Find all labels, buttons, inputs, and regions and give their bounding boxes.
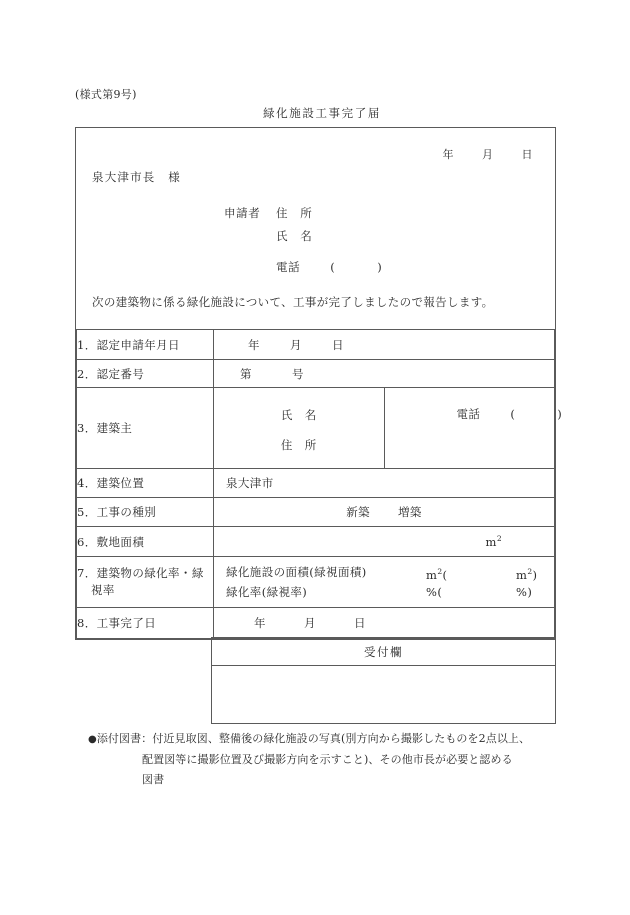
row3-tel-label: 電話 (456, 407, 481, 421)
addressee-line: 泉大津市長 様 (92, 170, 181, 184)
row3-paren-open: ( (510, 407, 516, 421)
date-day-label: 日 (521, 148, 533, 161)
receipt-section (75, 637, 556, 724)
row5-option-new[interactable]: 新築 (346, 505, 370, 519)
items-table (76, 329, 563, 639)
row7-area-paren-open: ( (442, 567, 448, 582)
row8-day-label: 日 (354, 616, 366, 630)
row6-unit: m (485, 534, 497, 549)
row2-value-cell[interactable] (214, 360, 555, 388)
row7-ratio-paren-open: ( (437, 585, 443, 599)
attachment-note-line1 (88, 729, 588, 750)
row6-value-cell[interactable] (214, 527, 555, 557)
row7-area-unit2-exponent: 2 (527, 567, 533, 576)
attachment-note-text1: 添付図書：付近見取図、整備後の緑化施設の写真(別方向から撮影したものを2点以上、 (96, 732, 531, 745)
row8-value-cell[interactable] (214, 608, 555, 639)
row4-value-cell[interactable] (214, 469, 555, 498)
applicant-tel-row (276, 259, 382, 275)
row7-area-unit1: m (426, 567, 438, 582)
row7-label-line2: 視率 (91, 583, 115, 597)
applicant-address-row (224, 202, 312, 225)
applicant-name-label: 氏 名 (276, 229, 313, 243)
row7-value-cell[interactable] (214, 557, 555, 608)
row7-label (77, 557, 214, 608)
receipt-header-label: 受付欄 (212, 638, 556, 666)
row7-area-paren-close: ) (532, 567, 538, 582)
row2-gou-label: 号 (292, 366, 304, 381)
row5-value-cell[interactable] (214, 498, 555, 527)
receipt-entry-box[interactable] (212, 666, 556, 724)
row3-sub-stack (214, 396, 384, 460)
row7-ratio-unit1: % (426, 585, 438, 599)
table-row-5 (77, 498, 555, 527)
attachment-note-line3: 図書 (142, 773, 165, 786)
row8-year-label: 年 (254, 616, 266, 630)
date-year-label: 年 (442, 148, 454, 161)
row3-value-cell[interactable] (384, 388, 563, 469)
bullet-icon: ● (88, 734, 97, 745)
row1-year-label: 年 (248, 337, 260, 352)
table-row-7 (77, 557, 555, 608)
row7-area-unit2: m (516, 567, 528, 582)
row1-day-label: 日 (332, 337, 344, 352)
receipt-table (75, 637, 556, 724)
row7-ratio-unit2: % (516, 585, 528, 599)
receipt-blank-left-cell (75, 638, 212, 666)
table-row-3 (77, 388, 555, 469)
row5-options (214, 504, 554, 520)
applicant-block (224, 202, 312, 248)
row1-date-fields (214, 337, 554, 353)
row3-tel-row (457, 406, 563, 422)
row7-green-metrics (214, 557, 554, 607)
attachment-note-line2: 配置図等に撮影位置及び撮影方向を示すこと)、その他市長が必要と認める (142, 753, 513, 766)
applicant-label: 申請者 (224, 206, 261, 220)
row3-name-label: 氏 名 (280, 408, 317, 422)
row3-address-label: 住 所 (280, 438, 317, 452)
applicant-tel-label: 電話 (276, 260, 301, 274)
receipt-header-row (75, 638, 556, 666)
form-number: (様式第9号) (75, 88, 137, 101)
row7-ratio-paren-close: ) (527, 585, 533, 599)
table-row-1 (77, 330, 555, 360)
tel-paren-close: ) (377, 260, 383, 274)
row2-dai-label: 第 (240, 366, 252, 381)
table-row-2 (77, 360, 555, 388)
row5-option-extension[interactable]: 増築 (398, 505, 422, 519)
row7-label-line1: 7．建築物の緑化率・緑 (77, 566, 204, 580)
row7-area-line (226, 562, 554, 582)
tel-paren-open: ( (330, 260, 336, 274)
row7-ratio-units (426, 582, 442, 602)
row5-label: 5．工事の種別 (77, 498, 214, 527)
receipt-body-row (75, 666, 556, 724)
row4-value: 泉大津市 (226, 476, 274, 490)
receipt-blank-left-cell-2 (75, 666, 212, 724)
row2-label: 2．認定番号 (77, 360, 214, 388)
row8-date-fields (214, 615, 554, 631)
applicant-name-row (224, 225, 312, 248)
row7-ratio-line (226, 582, 554, 602)
row7-ratio-units2 (516, 582, 532, 602)
table-row-6 (77, 527, 555, 557)
table-row-4 (77, 469, 555, 498)
document-title: 緑化施設工事完了届 (263, 106, 381, 120)
row4-label: 4．建築位置 (77, 469, 214, 498)
row1-month-label: 月 (290, 337, 302, 352)
row8-month-label: 月 (304, 616, 316, 630)
row7-area-unit1-exponent: 2 (437, 567, 443, 576)
row3-label: 3．建築主 (77, 388, 214, 469)
submission-date-line (443, 146, 534, 162)
preamble-section (76, 128, 555, 329)
declaration-statement: 次の建築物に係る緑化施設について、工事が完了しましたので報告します。 (92, 295, 494, 309)
row3-paren-close: ) (557, 407, 563, 421)
row6-unit-wrap (214, 534, 554, 549)
row8-label: 8．工事完了日 (77, 608, 214, 639)
attachment-note (88, 729, 588, 790)
row7-area-name: 緑化施設の面積(緑視面積) (226, 565, 367, 579)
form-outer-box (75, 127, 563, 640)
row6-unit-exponent: 2 (496, 534, 502, 544)
row3-sub-labels (214, 388, 385, 469)
table-row-8 (77, 608, 555, 639)
date-month-label: 月 (482, 148, 494, 161)
row7-ratio-name: 緑化率(緑視率) (226, 585, 308, 599)
row2-number-fields (214, 366, 554, 382)
row6-label: 6．敷地面積 (77, 527, 214, 557)
row1-value-cell[interactable] (214, 330, 555, 360)
applicant-address-label: 住 所 (276, 206, 313, 220)
row1-label: 1．認定申請年月日 (77, 330, 214, 360)
